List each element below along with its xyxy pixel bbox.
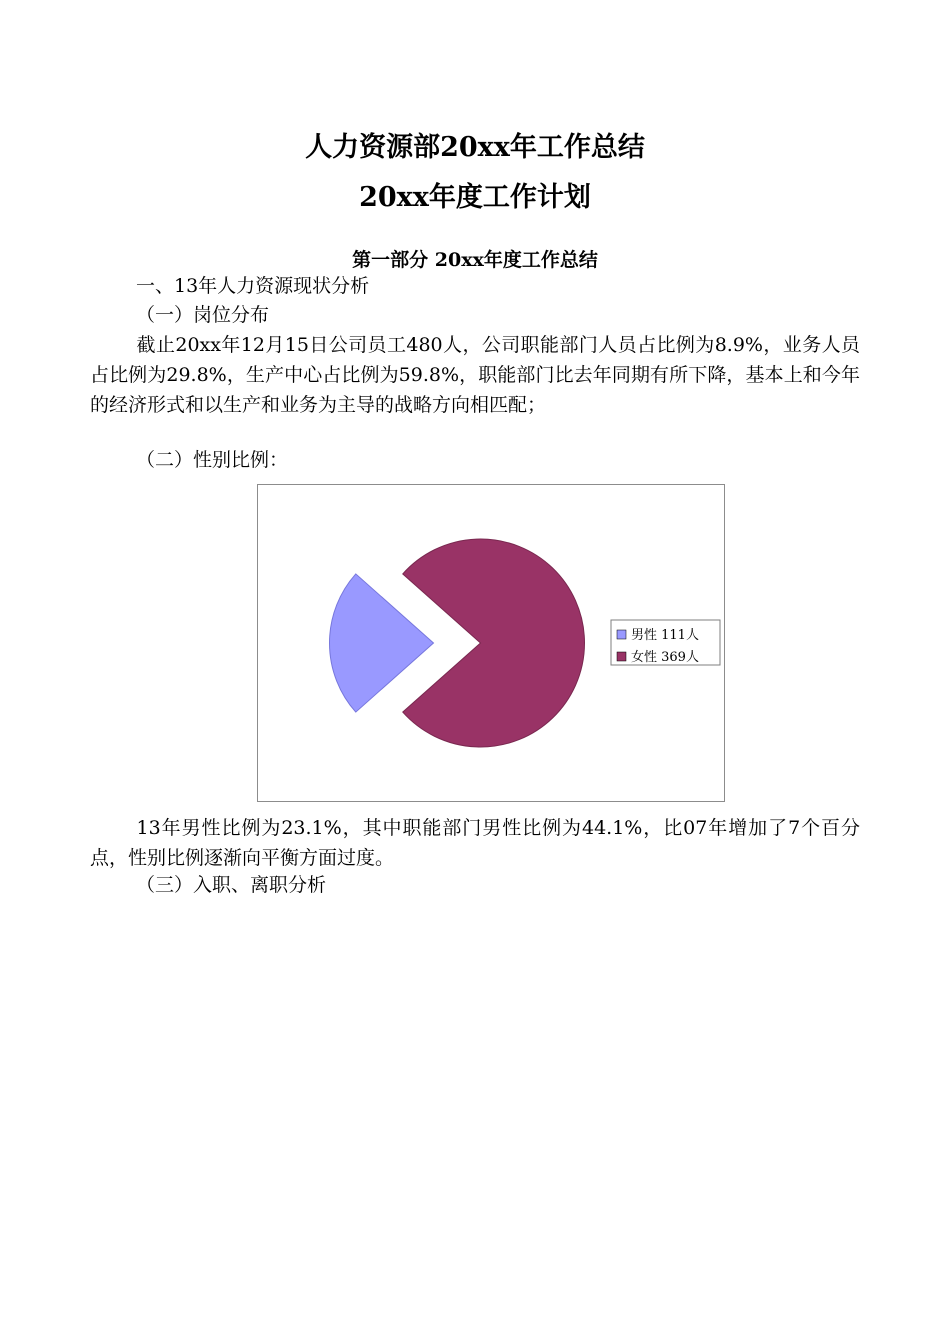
legend-label: 女性 369人 (631, 650, 699, 665)
document-title: 人力资源部20xx年工作总结 (305, 132, 645, 163)
part-heading: 第一部分 20xx年度工作总结 (352, 249, 598, 271)
subsection-heading-gender: （二）性别比例： (136, 449, 289, 471)
pie-chart-canvas (258, 485, 726, 803)
paragraph-gender-ratio: 13年男性比例为23.1%，其中职能部门男性比例为44.1%，比07年增加了7个百分点，性别比例逐渐向平衡方面过度。 (90, 817, 860, 869)
legend-swatch (617, 652, 626, 661)
gender-pie-chart (257, 484, 725, 802)
legend-label: 男性 111人 (631, 628, 699, 643)
section-heading-1: 一、13年人力资源现状分析 (136, 275, 370, 297)
pie-slice-male (330, 574, 434, 712)
legend-swatch (617, 630, 626, 639)
pie-slices (330, 539, 585, 747)
subsection-heading-hiring: （三）入职、离职分析 (136, 874, 327, 896)
subsection-heading-positions: （一）岗位分布 (136, 304, 270, 326)
document-subtitle: 20xx年度工作计划 (359, 182, 591, 213)
chart-legend (611, 620, 720, 665)
paragraph-position-distribution: 截止20xx年12月15日公司员工480人，公司职能部门人员占比例为8.9%，业务人员占比例为29.8%，生产中心占比例为59.8%，职能部门比去年同期有所下降，基本上和今年的经济形式和以生产和业务为主导的战略方向相匹配； (90, 334, 860, 416)
